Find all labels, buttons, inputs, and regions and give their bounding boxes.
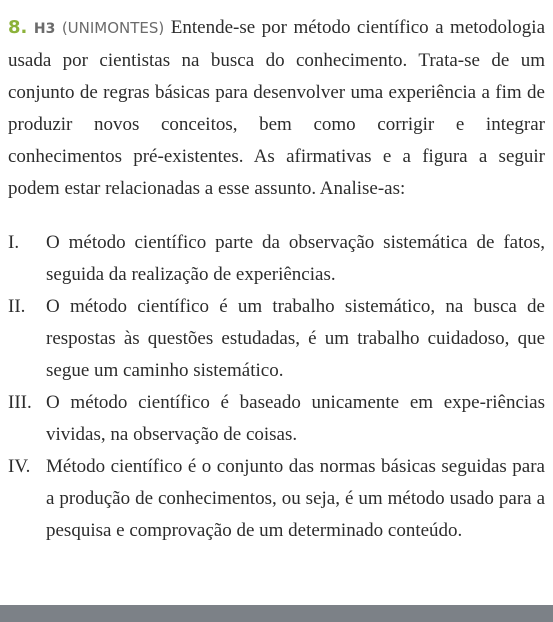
question-number: 8.	[8, 17, 28, 38]
question-block	[8, 12, 545, 547]
statement-item-2	[8, 291, 545, 387]
item-marker: IV.	[8, 456, 31, 477]
question-source: (UNIMONTES)	[61, 19, 165, 37]
item-marker: I.	[8, 232, 20, 253]
item-text: O método científico é um trabalho sistemático, na busca de respostas às questões estudadas, é um trabalho cuidadoso, que segue um caminho sistemático.	[46, 296, 545, 381]
item-marker: II.	[8, 296, 26, 317]
statement-list	[8, 227, 545, 547]
item-text: O método científico é baseado unicamente em expe-riências vividas, na observação de coisas.	[46, 392, 545, 445]
question-statement: Entende-se por método científico a metodologia usada por cientistas na busca do conhecimento. Trata-se de um conjunto de regras básicas para desenvolver uma experiência a fim de produzir novos conceitos, bem como corrigir e integrar conhecimentos pré-existentes. As afirmativas e a figura a seguir podem estar relacionadas a esse assunto. Analise-as:	[8, 17, 546, 199]
item-marker: III.	[8, 392, 32, 413]
statement-item-1	[8, 227, 545, 291]
footer-bar	[0, 605, 553, 622]
statement-item-4	[8, 451, 545, 547]
question-intro	[8, 12, 545, 205]
item-text: Método científico é o conjunto das normas básicas seguidas para a produção de conhecimentos, ou seja, é um método usado para a pesquisa e comprovação de um determinado conteúdo.	[46, 456, 545, 541]
statement-item-3	[8, 387, 545, 451]
skill-code: H3	[33, 21, 56, 37]
item-text: O método científico parte da observação sistemática de fatos, seguida da realização de experiências.	[46, 232, 545, 285]
